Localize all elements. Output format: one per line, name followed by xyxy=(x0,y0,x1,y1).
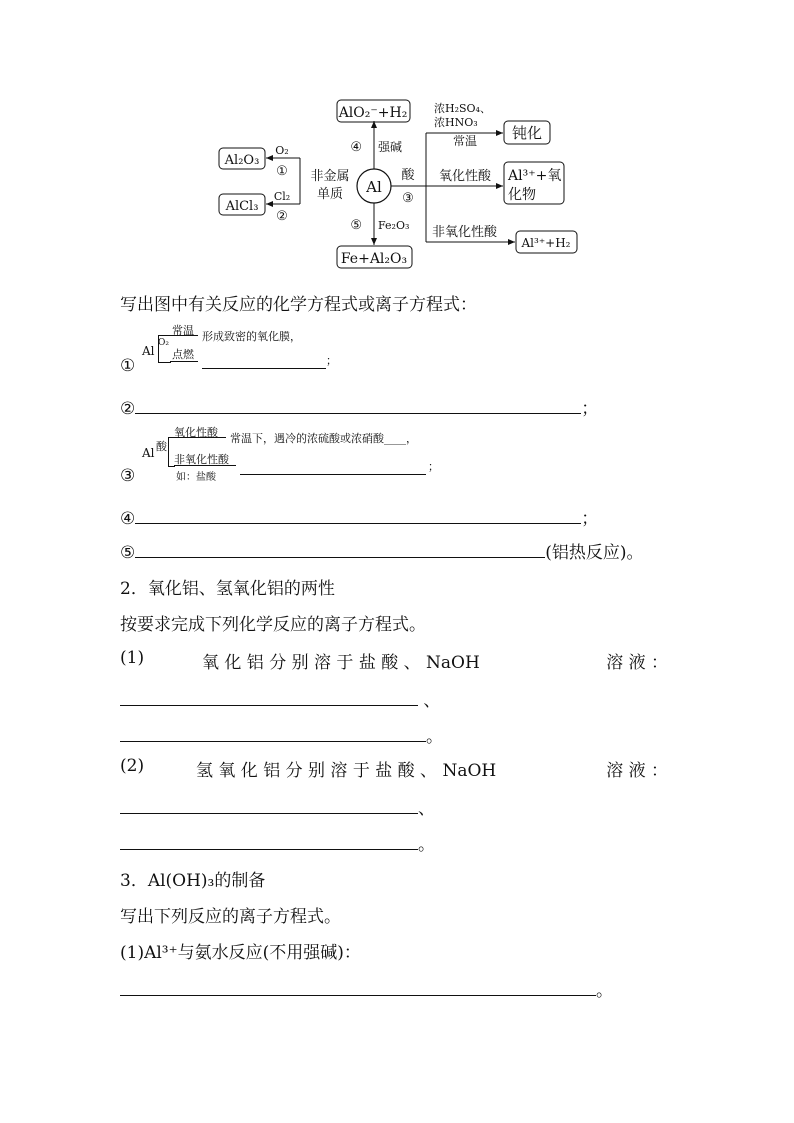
section2-instruction: 按要求完成下列化学反应的离子方程式。 xyxy=(120,615,426,635)
q1-o2: O₂ xyxy=(158,338,169,348)
s2-p1-tail: 溶 液 ： xyxy=(606,653,668,673)
section2-title: 2．氧化铝、氢氧化铝的两性 xyxy=(120,579,335,599)
q4-num: ④ xyxy=(120,509,136,529)
s2-p2-sep: 、 xyxy=(418,799,435,819)
s2-p1-answer-1 xyxy=(120,686,440,711)
q3-bottom: 非氧化性酸 xyxy=(174,453,229,466)
s2-p2-blank-2 xyxy=(120,835,418,850)
top-label: 强碱 xyxy=(378,140,403,154)
s3-p1-blank xyxy=(120,981,596,996)
s2-p1-sep: 、 xyxy=(423,691,441,711)
q3-num: ③ xyxy=(120,466,136,486)
bottom-num: ⑤ xyxy=(350,218,362,233)
q4 xyxy=(120,504,598,529)
left-num-1: ① xyxy=(276,164,288,179)
branch-top-1: 浓H₂SO₄、 xyxy=(434,102,491,115)
reaction-diagram xyxy=(0,0,794,280)
right-acid-label: 酸 xyxy=(401,168,415,183)
s2-p1-blank-2 xyxy=(120,727,426,742)
low-box-text: Al³⁺+H₂ xyxy=(521,236,571,250)
q5-end: (铝热反应)。 xyxy=(545,543,644,563)
branch-low: 非氧化性酸 xyxy=(432,225,498,240)
q5-num: ⑤ xyxy=(120,543,136,563)
bottom-label: Fe₂O₃ xyxy=(378,219,410,232)
left-box-1-text: Al₂O₃ xyxy=(224,153,260,168)
s2-p1-blank-1 xyxy=(120,691,418,706)
q3 xyxy=(120,426,500,486)
q1-blank xyxy=(202,354,326,369)
q5-blank xyxy=(135,543,545,558)
s2-p2-end: 。 xyxy=(418,835,435,855)
s2-p1-text: 氧 化 铝 分 别 溶 于 盐 酸 、 NaOH xyxy=(202,653,480,673)
left-o2: O₂ xyxy=(275,144,289,157)
q3-blank xyxy=(240,460,426,475)
q3-acid: 酸 xyxy=(156,440,167,453)
s2-p2-text: 氢 氧 化 铝 分 别 溶 于 盐 酸 、 NaOH xyxy=(196,761,497,781)
left-cl2: Cl₂ xyxy=(273,190,291,203)
left-label-2: 单质 xyxy=(316,187,344,202)
bottom-product-text: Fe+Al₂O₃ xyxy=(340,251,408,267)
q3-top-result: 常温下，遇冷的浓硫酸或浓硝酸____， xyxy=(230,432,417,445)
s2-p2-answer-2 xyxy=(120,830,435,855)
s2-p2-blank-1 xyxy=(120,799,418,814)
q3-bottom-arrow xyxy=(174,465,236,466)
q3-bottom-sub: 如：盐酸 xyxy=(176,472,216,483)
instruction: 写出图中有关反应的化学方程式或离子方程式： xyxy=(120,295,477,315)
q2-num: ② xyxy=(120,399,136,419)
branch-top-3: 常温 xyxy=(452,134,478,148)
q3-end: ； xyxy=(428,460,439,473)
section3-title: 3．Al(OH)₃的制备 xyxy=(120,871,266,891)
al-center-label: Al xyxy=(366,178,382,196)
s3-p1-answer xyxy=(120,976,613,1001)
q2-end: ； xyxy=(581,399,599,419)
q1-al: Al xyxy=(142,344,155,358)
left-box-2-text: AlCl₃ xyxy=(225,199,259,214)
top-product-text: AlO₂⁻+H₂ xyxy=(338,105,408,121)
s2-p1-end: 。 xyxy=(426,727,443,747)
q4-end: ； xyxy=(581,509,599,529)
q1-top-result: 形成致密的氧化膜， xyxy=(202,330,301,343)
q4-blank xyxy=(135,509,581,524)
q1-num: ① xyxy=(120,356,136,376)
q1 xyxy=(120,322,500,380)
left-num-2: ② xyxy=(276,209,288,224)
left-label-1: 非金属 xyxy=(310,169,350,184)
branch-mid: 氧化性酸 xyxy=(438,169,492,184)
s2-p2-answer-1 xyxy=(120,794,435,819)
s2-p1-label: (1) xyxy=(120,648,145,668)
q1-bracket xyxy=(158,335,171,363)
s2-p2-tail: 溶 液 ： xyxy=(606,761,668,781)
s3-p1-end: 。 xyxy=(596,981,613,1001)
passivation-text: 钝化 xyxy=(511,124,543,142)
q2-blank xyxy=(135,399,581,414)
s2-p1-answer-2 xyxy=(120,722,443,747)
q3-top: 氧化性酸 xyxy=(174,426,218,439)
branch-top-2: 浓HNO₃ xyxy=(434,116,478,129)
mid-box-line-1: Al³⁺+氧 xyxy=(508,168,562,184)
mid-box-line-2: 化物 xyxy=(508,187,536,203)
right-num: ③ xyxy=(402,191,414,206)
s2-p1 xyxy=(120,648,668,673)
q1-top: 常温 xyxy=(172,324,194,337)
top-num: ④ xyxy=(350,140,362,155)
q2 xyxy=(120,394,598,419)
section3-instruction: 写出下列反应的离子方程式。 xyxy=(120,907,341,927)
q3-al: Al xyxy=(142,446,155,460)
s3-p1: (1)Al³⁺与氨水反应(不用强碱)： xyxy=(120,943,361,963)
q5 xyxy=(120,538,644,563)
s2-p2 xyxy=(120,756,668,781)
q1-bottom-arrow xyxy=(170,361,198,362)
q1-end: ； xyxy=(326,354,337,367)
q1-bottom: 点燃 xyxy=(172,348,194,361)
s2-p2-label: (2) xyxy=(120,756,145,776)
